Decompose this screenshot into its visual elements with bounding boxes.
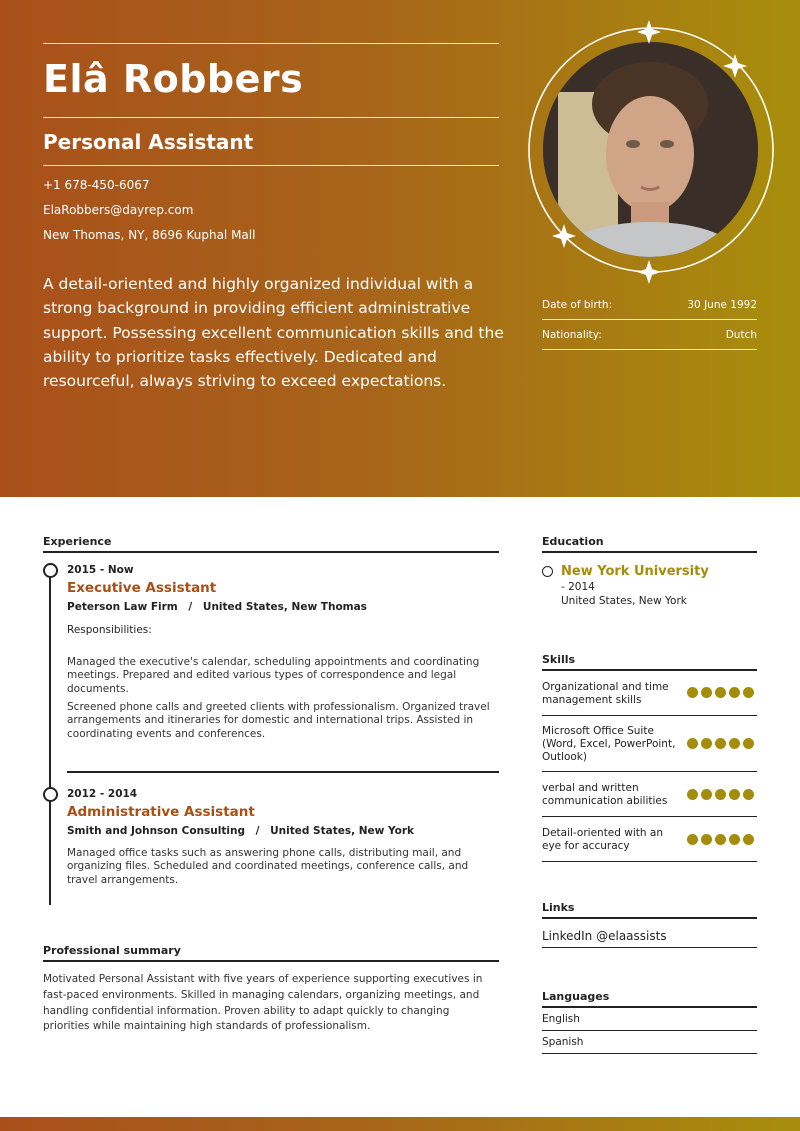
timeline-marker: [43, 787, 58, 802]
skill-dot: [687, 834, 698, 845]
skill-divider: [542, 861, 757, 862]
job-description: Managed office tasks such as answering phone calls, distributing mail, and organizing files. Scheduled and coordinated meetings, conference calls, and travel arrangements.: [67, 847, 469, 886]
experience-heading: Experience: [43, 535, 112, 548]
info-divider: [542, 319, 757, 320]
footer-bar: [0, 1117, 800, 1131]
skill-dot: [715, 738, 726, 749]
skill-dot: [687, 687, 698, 698]
skill-dot: [743, 738, 754, 749]
skill-dot: [687, 738, 698, 749]
dob-value: 30 June 1992: [687, 299, 757, 311]
skill-dot: [729, 789, 740, 800]
language-item: Spanish: [542, 1036, 584, 1048]
education-dates: - 2014: [561, 581, 595, 593]
nationality-value: Dutch: [725, 329, 757, 341]
section-divider: [542, 917, 757, 919]
skill-dot: [715, 834, 726, 845]
education-heading: Education: [542, 535, 604, 548]
separator: /: [255, 825, 260, 837]
header-divider: [43, 43, 499, 44]
skill-rating: [687, 687, 754, 698]
job-employer-line: [67, 601, 367, 613]
skill-label: Detail-oriented with an eye for accuracy: [542, 827, 663, 852]
skill-dot: [701, 738, 712, 749]
header-divider: [43, 165, 499, 166]
job-position: Administrative Assistant: [67, 804, 255, 820]
candidate-name: Elâ Robbers: [43, 57, 304, 101]
job-description: Screened phone calls and greeted clients with professionalism. Organized travel arrangements and itineraries for domestic and international trips. Assisted in coordinating events and conferences.: [67, 701, 490, 740]
skill-dot: [743, 789, 754, 800]
nationality-row: [542, 329, 757, 341]
skill-dot: [701, 687, 712, 698]
skill-dot: [715, 687, 726, 698]
education-marker: [542, 566, 553, 577]
photo-ring-decoration: [521, 16, 781, 284]
skills-heading: Skills: [542, 653, 576, 666]
skill-rating: [687, 789, 754, 800]
sparkle-icon: [552, 20, 747, 284]
job-company: Smith and Johnson Consulting: [67, 825, 245, 837]
separator: /: [188, 601, 193, 613]
phone-number[interactable]: +1 678-450-6067: [43, 178, 150, 192]
skill-label: verbal and written communication abilities: [542, 782, 668, 807]
skill-dot: [687, 789, 698, 800]
language-item: English: [542, 1013, 580, 1025]
language-divider: [542, 1030, 757, 1031]
job-dates: 2015 - Now: [67, 564, 134, 576]
email-address[interactable]: ElaRobbers@dayrep.com: [43, 203, 194, 217]
summary-text: Motivated Personal Assistant with five years of experience supporting executives in fast-paced environments. Skilled in managing calendars, organizing meetings, and handling confidential information. Proven ability to adapt quickly to changing priorities while maintaining high standards of professionalism.: [43, 973, 483, 1033]
skill-divider: [542, 771, 757, 772]
section-divider: [542, 551, 757, 553]
job-dates: 2012 - 2014: [67, 788, 138, 800]
job-company: Peterson Law Firm: [67, 601, 178, 613]
skill-dot: [743, 834, 754, 845]
school-name: New York University: [561, 564, 709, 579]
skill-dot: [729, 687, 740, 698]
education-location: United States, New York: [561, 595, 687, 607]
resume-header: [0, 0, 800, 497]
skill-dot: [701, 834, 712, 845]
section-divider: [43, 960, 499, 962]
timeline-marker: [43, 563, 58, 578]
dob-label: Date of birth:: [542, 299, 613, 311]
job-title: Personal Assistant: [43, 130, 254, 154]
skill-dot: [701, 789, 712, 800]
languages-heading: Languages: [542, 990, 610, 1003]
section-divider: [43, 551, 499, 553]
skill-divider: [542, 715, 757, 716]
links-heading: Links: [542, 901, 575, 914]
job-location: United States, New York: [270, 825, 415, 837]
intro-paragraph: A detail-oriented and highly organized individual with a strong background in providing efficient administrative support. Possessing excellent communication skills and the ability to prioritize tasks effectively. Dedicated and resourceful, always striving to exceed expectations.: [43, 275, 504, 391]
language-divider: [542, 1053, 757, 1054]
nationality-label: Nationality:: [542, 329, 602, 341]
postal-address: New Thomas, NY, 8696 Kuphal Mall: [43, 228, 256, 242]
date-of-birth-row: [542, 299, 757, 311]
link-divider: [542, 947, 757, 948]
header-divider: [43, 117, 499, 118]
info-divider: [542, 349, 757, 350]
summary-heading: Professional summary: [43, 944, 181, 957]
job-employer-line: [67, 825, 414, 837]
timeline-line: [49, 573, 51, 905]
responsibilities-label: Responsibilities:: [67, 624, 152, 636]
job-divider: [67, 771, 499, 773]
job-description: Managed the executive's calendar, scheduling appointments and coordinating meetings. Prepared and edited various types of correspondence and legal documents.: [67, 656, 480, 695]
skill-rating: [687, 834, 754, 845]
section-divider: [542, 1006, 757, 1008]
skill-label: Organizational and time management skills: [542, 681, 669, 706]
job-position: Executive Assistant: [67, 580, 217, 596]
skill-dot: [715, 789, 726, 800]
skill-dot: [729, 834, 740, 845]
skill-label: Microsoft Office Suite (Word, Excel, PowerPoint, Outlook): [542, 725, 676, 763]
skill-divider: [542, 816, 757, 817]
skill-dot: [729, 738, 740, 749]
linkedin-link[interactable]: LinkedIn @elaassists: [542, 929, 667, 943]
skill-dot: [743, 687, 754, 698]
job-location: United States, New Thomas: [202, 601, 367, 613]
section-divider: [542, 669, 757, 671]
skill-rating: [687, 738, 754, 749]
